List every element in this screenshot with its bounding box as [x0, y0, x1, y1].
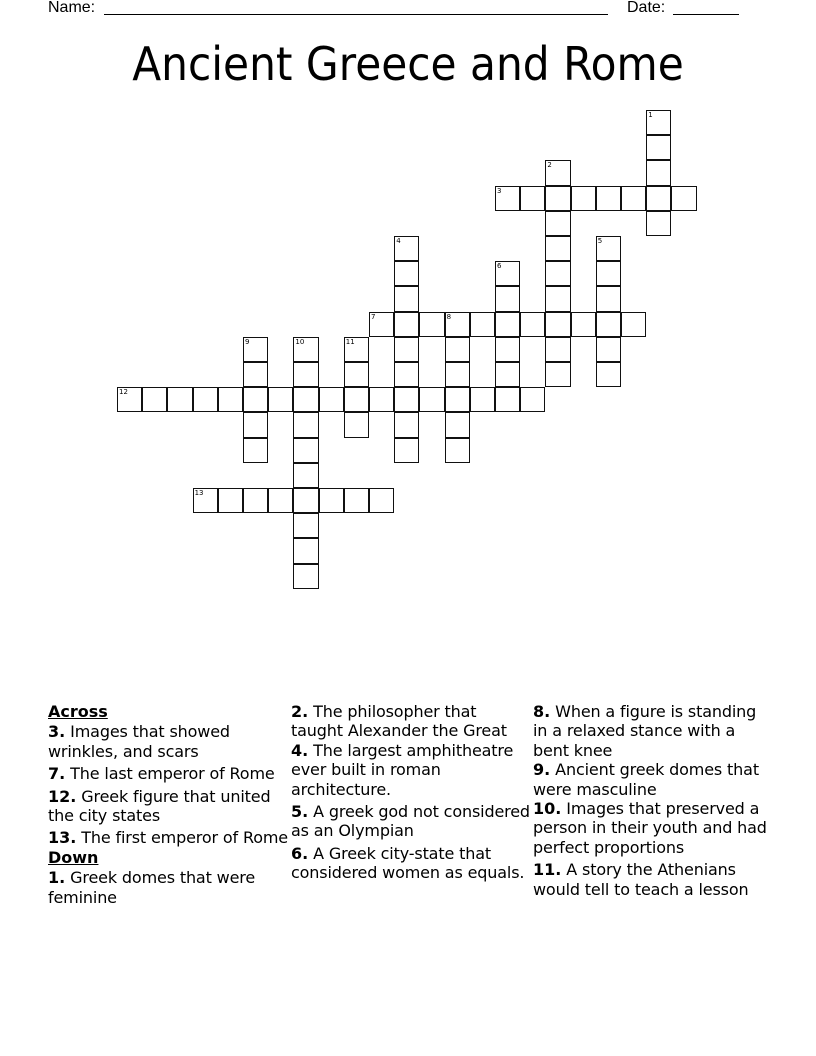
date-label: Date:: [627, 0, 666, 16]
grid-cell[interactable]: [394, 236, 419, 261]
clue-number: 2.: [291, 702, 309, 721]
clue-down-8: [533, 702, 775, 760]
clue-number: 1.: [48, 868, 66, 888]
clues-column-2: [291, 702, 533, 886]
clue-across-12: [48, 787, 290, 826]
cell-number: 1: [648, 111, 653, 119]
name-label: Name:: [48, 0, 96, 16]
grid-cell[interactable]: [243, 412, 268, 437]
grid-cell[interactable]: [545, 261, 570, 286]
cell-number: 8: [446, 312, 452, 321]
grid-cell[interactable]: [596, 337, 621, 362]
clue-text: Greek figure that united the city states: [48, 786, 271, 826]
cell-number: 3: [497, 186, 502, 195]
grid-cell[interactable]: [344, 387, 369, 412]
clues-column-3: [533, 702, 775, 902]
clue-down-11: [533, 860, 775, 899]
clue-number: 4.: [291, 740, 309, 760]
clue-down-10: [533, 799, 775, 857]
clue-down-2: [291, 702, 533, 741]
clue-number: 13.: [48, 828, 77, 848]
grid-cell[interactable]: [344, 362, 369, 387]
clue-down-6: [291, 844, 533, 883]
grid-cell[interactable]: [545, 337, 570, 362]
clue-down-4: [291, 741, 533, 799]
grid-cell[interactable]: [596, 362, 621, 387]
grid-cell[interactable]: [545, 211, 570, 236]
grid-cell[interactable]: [293, 564, 318, 589]
grid-cell[interactable]: [167, 387, 192, 412]
clue-across-7: [48, 764, 290, 783]
grid-cell[interactable]: [671, 186, 696, 211]
clue-text: The largest amphitheatre ever built in roman architecture.: [291, 740, 514, 799]
grid-cell[interactable]: [445, 438, 470, 463]
grid-cell[interactable]: [419, 387, 444, 412]
grid-cell[interactable]: [344, 412, 369, 437]
grid-cell[interactable]: [646, 186, 671, 211]
grid-cell[interactable]: [293, 387, 318, 412]
grid-cell[interactable]: [268, 488, 293, 513]
grid-cell[interactable]: [495, 387, 520, 412]
down-heading: Down: [48, 847, 99, 867]
clue-text: The first emperor of Rome: [76, 828, 288, 848]
clue-text: Images that showed wrinkles, and scars: [48, 722, 230, 761]
grid-cell[interactable]: [293, 438, 318, 463]
cell-number: 12: [119, 388, 128, 397]
grid-cell[interactable]: [344, 488, 369, 513]
grid-cell[interactable]: [243, 387, 268, 412]
clue-down-5: [291, 802, 533, 841]
clue-text: A story the Athenians would tell to teach a lesson: [533, 860, 749, 899]
grid-cell[interactable]: [319, 488, 344, 513]
grid-cell[interactable]: [419, 312, 444, 337]
grid-cell[interactable]: [394, 312, 419, 337]
clue-number: 8.: [533, 702, 551, 721]
grid-cell[interactable]: [293, 337, 318, 362]
grid-cell[interactable]: [646, 135, 671, 160]
clue-text: A greek god not considered as an Olympian: [291, 802, 530, 841]
grid-cell[interactable]: [193, 387, 218, 412]
grid-cell[interactable]: [545, 362, 570, 387]
grid-cell[interactable]: [243, 362, 268, 387]
clue-number: 10.: [533, 799, 562, 819]
clue-text: The philosopher that taught Alexander the Great: [291, 702, 507, 741]
clue-text: When a figure is standing in a relaxed stance with a bent knee: [533, 702, 757, 760]
grid-cell[interactable]: [646, 110, 671, 135]
clue-number: 3.: [48, 722, 66, 742]
clue-down-1: [48, 868, 290, 907]
grid-cell[interactable]: [117, 387, 142, 412]
grid-cell[interactable]: [545, 186, 570, 211]
page-title: Ancient Greece and Rome: [132, 37, 684, 91]
grid-cell[interactable]: [470, 387, 495, 412]
grid-cell[interactable]: [596, 236, 621, 261]
grid-cell[interactable]: [293, 362, 318, 387]
grid-cell[interactable]: [293, 463, 318, 488]
clue-text: A Greek city-state that considered women as equals.: [291, 843, 525, 883]
grid-cell[interactable]: [142, 387, 167, 412]
grid-cell[interactable]: [495, 186, 520, 211]
grid-cell[interactable]: [520, 312, 545, 337]
grid-cell[interactable]: [571, 186, 596, 211]
clue-text: Ancient greek domes that were masculine: [533, 760, 759, 799]
grid-cell[interactable]: [369, 387, 394, 412]
cell-number: 7: [371, 312, 376, 321]
cell-number: 6: [497, 262, 502, 271]
clue-number: 5.: [291, 802, 309, 822]
clue-text: The last emperor of Rome: [65, 764, 275, 784]
grid-cell[interactable]: [571, 312, 596, 337]
grid-cell[interactable]: [394, 362, 419, 387]
grid-cell[interactable]: [394, 387, 419, 412]
clue-number: 12.: [48, 786, 77, 806]
clue-number: 11.: [533, 860, 562, 880]
cell-number: 13: [194, 489, 204, 497]
grid-cell[interactable]: [495, 312, 520, 337]
grid-cell[interactable]: [596, 286, 621, 311]
grid-cell[interactable]: [243, 488, 268, 513]
grid-cell[interactable]: [319, 387, 344, 412]
clue-number: 7.: [48, 764, 66, 784]
clue-across-13: [48, 828, 290, 847]
grid-cell[interactable]: [520, 387, 545, 412]
clue-down-9: [533, 760, 775, 799]
grid-cell[interactable]: [621, 312, 646, 337]
grid-cell[interactable]: [369, 488, 394, 513]
cell-number: 4: [396, 237, 401, 245]
grid-cell[interactable]: [394, 337, 419, 362]
cell-number: 11: [345, 337, 355, 346]
grid-cell[interactable]: [193, 488, 218, 513]
across-heading: Across: [48, 702, 108, 721]
grid-cell[interactable]: [394, 286, 419, 311]
grid-cell[interactable]: [495, 337, 520, 362]
grid-cell[interactable]: [293, 538, 318, 563]
grid-cell[interactable]: [293, 488, 318, 513]
grid-cell[interactable]: [646, 160, 671, 185]
clue-number: 9.: [533, 760, 551, 780]
grid-cell[interactable]: [621, 186, 646, 211]
grid-cell[interactable]: [545, 312, 570, 337]
grid-cell[interactable]: [545, 160, 570, 185]
clue-number: 6.: [291, 843, 309, 863]
grid-cell[interactable]: [394, 412, 419, 437]
cell-number: 9: [245, 337, 250, 346]
grid-cell[interactable]: [520, 186, 545, 211]
grid-cell[interactable]: [218, 387, 243, 412]
grid-cell[interactable]: [445, 312, 470, 337]
cell-number: 5: [597, 237, 603, 245]
clue-across-3: [48, 722, 290, 761]
cell-number: 10: [295, 337, 305, 346]
grid-cell[interactable]: [243, 438, 268, 463]
grid-cell[interactable]: [293, 412, 318, 437]
grid-cell[interactable]: [268, 387, 293, 412]
grid-cell[interactable]: [293, 513, 318, 538]
grid-cell[interactable]: [445, 337, 470, 362]
cell-number: 2: [547, 161, 552, 170]
grid-cell[interactable]: [243, 337, 268, 362]
grid-cell[interactable]: [596, 261, 621, 286]
grid-cell[interactable]: [344, 337, 369, 362]
grid-cell[interactable]: [495, 261, 520, 286]
grid-cell[interactable]: [545, 286, 570, 311]
grid-cell[interactable]: [218, 488, 243, 513]
clues-column-1: [48, 702, 290, 910]
grid-cell[interactable]: [394, 438, 419, 463]
grid-cell[interactable]: [646, 211, 671, 236]
grid-cell[interactable]: [445, 412, 470, 437]
grid-cell[interactable]: [470, 312, 495, 337]
clue-text: Greek domes that were feminine: [48, 868, 256, 907]
grid-cell[interactable]: [445, 362, 470, 387]
clue-text: Images that preserved a person in their youth and had perfect proportions: [533, 799, 767, 857]
grid-cell[interactable]: [445, 387, 470, 412]
grid-cell[interactable]: [394, 261, 419, 286]
grid-cell[interactable]: [545, 236, 570, 261]
grid-cell[interactable]: [495, 362, 520, 387]
grid-cell[interactable]: [596, 312, 621, 337]
grid-cell[interactable]: [596, 186, 621, 211]
grid-cell[interactable]: [495, 286, 520, 311]
grid-cell[interactable]: [369, 312, 394, 337]
